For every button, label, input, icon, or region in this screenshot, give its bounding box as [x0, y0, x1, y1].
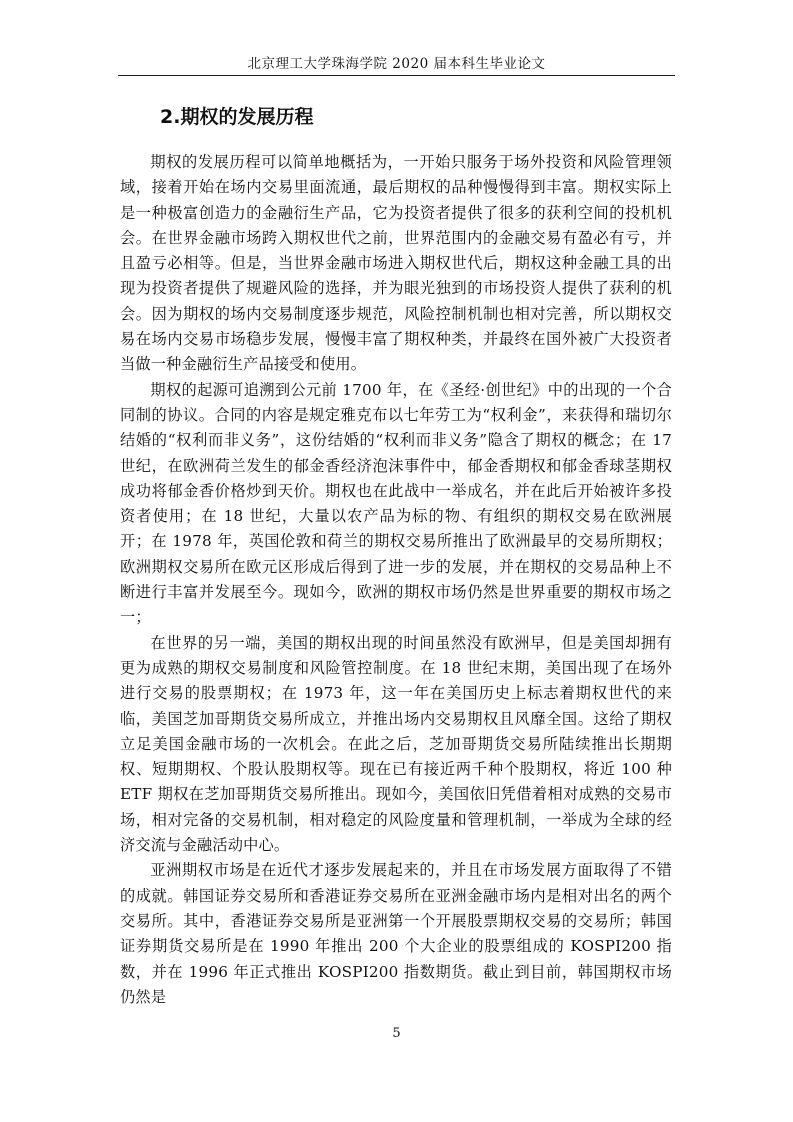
page-header: 北京理工大学珠海学院 2020 届本科生毕业论文 — [247, 56, 546, 72]
header-divider — [118, 75, 675, 76]
paragraph-origin-europe: 期权的起源可追溯到公元前 1700 年，在《圣经·创世纪》中的出现的一个合同制的协议。合同的内容是规定雅克布以七年劳工为“权利金”，来获得和瑞切尔结婚的“权利而非义务”，这份结婚的“权利而非义务”隐含了期权的概念；在 17 世纪，在欧洲荷兰发生的郁金香经济泡沫事件中，郁金香期权和郁金香球茎期权成功将郁金香价格炒到天价。期权也在此战中一举成名，并在此后开始被许多投资者使用；在 18 世纪，大量以农产品为标的物、有组织的期权交易在欧洲展开；在 1978 年，英国伦敦和荷兰的期权交易所推出了欧洲最早的交易所期权；欧洲期权交易所在欧元区形成后得到了进一步的发展，并在期权的交易品种上不断进行丰富并发展至今。现如今，欧洲的期权市场仍然是世界重要的期权市场之一； — [120, 380, 672, 627]
body-text — [120, 150, 672, 1010]
paragraph-united-states: 在世界的另一端，美国的期权出现的时间虽然没有欧洲早，但是美国却拥有更为成熟的期权交易制度和风险管控制度。在 18 世纪末期，美国出现了在场外进行交易的股票期权；在 1973 年，这一年在美国历史上标志着期权世代的来临，美国芝加哥期货交易所成立，并推出场内交易期权且风靡全国。这给了期权立足美国金融市场的一次机会。在此之后，芝加哥期货交易所陆续推出长期期权、短期期权、个股认股期权等。现在已有接近两千种个股期权，将近 100 种 ETF 期权在芝加哥期货交易所推出。现如今，美国依旧凭借着相对成熟的交易市场，相对完备的交易机制，相对稳定的风险度量和管理机制，一举成为全球的经济交流与金融活动中心。 — [120, 633, 672, 855]
page-number: 5 — [392, 1026, 401, 1041]
paragraph-overview: 期权的发展历程可以简单地概括为，一开始只服务于场外投资和风险管理领域，接着开始在场内交易里面流通，最后期权的品种慢慢得到丰富。期权实际上是一种极富创造力的金融衍生产品，它为投资者提供了很多的获利空间的投机机会。在世界金融市场跨入期权世代之前，世界范围内的金融交易有盈必有亏，并且盈亏必相等。但是，当世界金融市场进入期权世代后，期权这种金融工具的出现为投资者提供了规避风险的选择，并为眼光独到的市场投资人提供了获利的机会。因为期权的场内交易制度逐步规范，风险控制机制也相对完善，所以期权交易在场内交易市场稳步发展，慢慢丰富了期权种类，并最终在国外被广大投资者当做一种金融衍生产品接受和使用。 — [120, 153, 672, 374]
paragraph-asia: 亚洲期权市场是在近代才逐步发展起来的，并且在市场发展方面取得了不错的成就。韩国证券交易所和香港证券交易所在亚洲金融市场内是相对出名的两个交易所。其中，香港证券交易所是亚洲第一个开展股票期权交易的交易所；韩国证券期货交易所是在 1990 年推出 200 个大企业的股票组成的 KOSPI200 指数，并在 1996 年正式推出 KOSPI200 指数期货。截止到目前，韩国期权市场仍然是 — [120, 861, 672, 1006]
section-title: 2.期权的发展历程 — [160, 106, 314, 128]
